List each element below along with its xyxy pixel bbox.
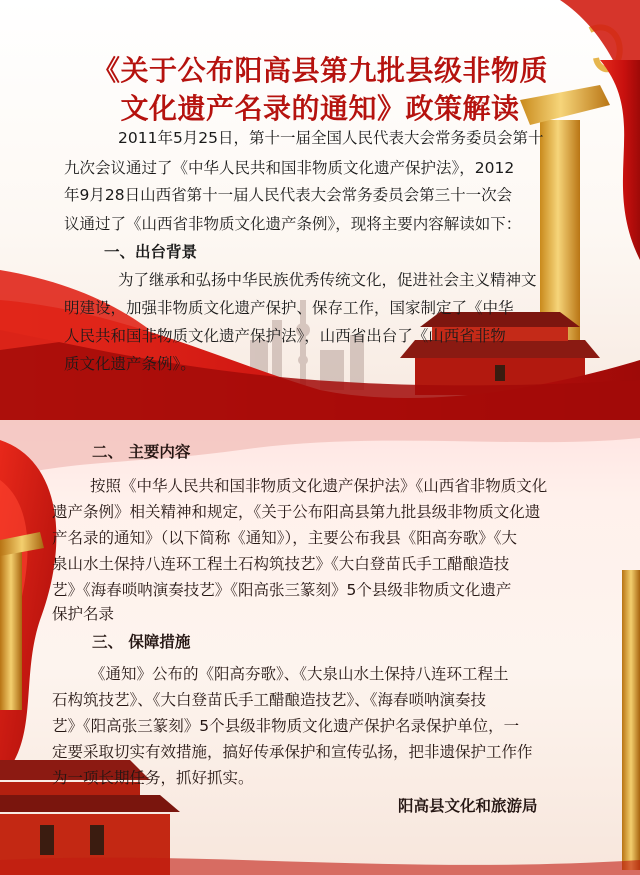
signature: 阳高县文化和旅游局	[398, 797, 538, 815]
section1-line-2: 明建设，加强非物质文化遗产保护、保存工作，国家制定了《中华	[64, 299, 514, 317]
top-panel	[0, 0, 640, 420]
section2-line-5: 艺》《海春唢呐演奏技艺》《阳高张三篆刻》5个县级非物质文化遗产	[52, 581, 512, 599]
intro-line-1: 2011年5月25日，第十一届全国人民代表大会常务委员会第十	[118, 129, 544, 147]
intro-line-2: 九次会议通过了《中华人民共和国非物质文化遗产保护法》，2012	[64, 159, 515, 177]
section2-line-6: 保护名录	[52, 605, 115, 623]
section3-line-2: 石构筑技艺》、《大白登苗氏手工醋酿造技艺》、《海春唢呐演奏技	[52, 691, 487, 709]
section3-line-1: 《通知》公布的《阳高夯歌》、《大泉山水土保持八连环工程土	[90, 665, 509, 683]
section2-line-3: 产名录的通知》（以下简称《通知》），主要公布我县《阳高夯歌》《大	[52, 529, 518, 547]
intro-line-3: 年9月28日山西省第十一届人民代表大会常务委员会第三十一次会	[64, 186, 513, 204]
section2-heading: 二、 主要内容	[92, 443, 191, 461]
section3-line-4: 定要采取切实有效措施，搞好传承保护和宣传弘扬，把非遗保护工作作	[52, 743, 533, 761]
section1-line-1: 为了继承和弘扬中华民族优秀传统文化，促进社会主义精神文	[118, 271, 537, 289]
intro-line-4: 议通过了《山西省非物质文化遗产条例》，现将主要内容解读如下：	[64, 215, 522, 233]
section1-heading: 一、出台背景	[104, 243, 198, 261]
section2-line-2: 遗产条例》相关精神和规定，《关于公布阳高县第九批县级非物质文化遗	[52, 503, 541, 521]
section3-line-3: 艺》《阳高张三篆刻》5个县级非物质文化遗产保护名录保护单位，一	[52, 717, 520, 735]
section1-line-4: 质文化遗产条例》。	[64, 355, 196, 373]
section1-line-3: 人民共和国非物质文化遗产保护法》，山西省出台了《山西省非物	[64, 327, 506, 345]
section3-line-5: 为一项长期任务，抓好抓实。	[52, 769, 254, 787]
right-pillar-icon	[622, 570, 640, 870]
bottom-panel	[0, 420, 640, 875]
section3-heading: 三、 保障措施	[92, 633, 191, 651]
section2-line-4: 泉山水土保持八连环工程土石构筑技艺》《大白登苗氏手工醋酿造技	[52, 555, 510, 573]
page-title-line-1: 《关于公布阳高县第九批县级非物质	[91, 54, 548, 87]
page-title-line-2: 文化遗产名录的通知》政策解读	[120, 92, 520, 125]
section2-line-1: 按照《中华人民共和国非物质文化遗产保护法》《山西省非物质文化	[90, 477, 548, 495]
